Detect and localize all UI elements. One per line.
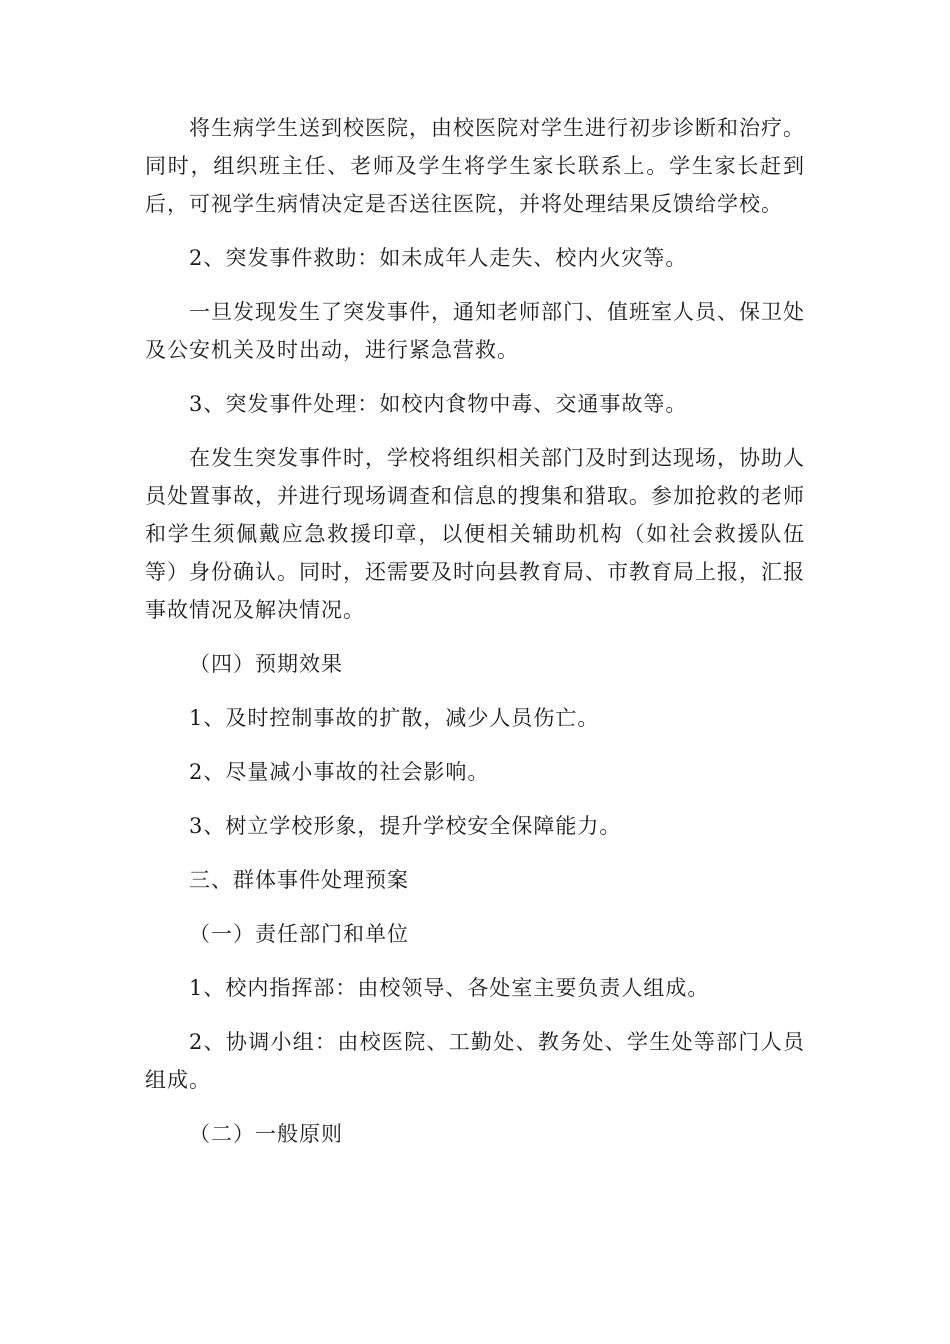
paragraph-emergency-rescue: 一旦发现发生了突发事件，通知老师部门、值班室人员、保卫处及公安机关及时出动，进行紧急营救。 <box>145 300 805 362</box>
paragraph-emergency-handling: 在发生突发事件时，学校将组织相关部门及时到达现场，协助人员处置事故，并进行现场调查和信息的搜集和猎取。参加抢救的老师和学生须佩戴应急救援印章，以便相关辅助机构（如社会救援队伍等）身份确认。同时，还需要及时向县教育局、市教育局上报，汇报事故情况及解决情况。 <box>145 446 805 622</box>
paragraph-effect-2: 2、尽量减小事故的社会影响。 <box>189 760 490 784</box>
paragraph-command-center: 1、校内指挥部：由校领导、各处室主要负责人组成。 <box>189 976 710 1000</box>
paragraph-effect-3: 3、树立学校形象，提升学校安全保障能力。 <box>189 814 622 838</box>
paragraph-coordination-group: 2、协调小组：由校医院、工勤处、教务处、学生处等部门人员组成。 <box>145 1030 805 1092</box>
document-body <box>145 109 805 1169</box>
paragraph-effect-1: 1、及时控制事故的扩散，减少人员伤亡。 <box>189 706 600 730</box>
section-general-principles: （二）一般原则 <box>189 1122 343 1146</box>
section-group-event-plan: 三、群体事件处理预案 <box>189 868 409 892</box>
section-responsible-departments: （一）责任部门和单位 <box>189 922 409 946</box>
paragraph-emergency-rescue-heading: 2、突发事件救助：如未成年人走失、校内火灾等。 <box>189 246 688 270</box>
section-expected-effect: （四）预期效果 <box>189 652 343 676</box>
paragraph-emergency-handling-heading: 3、突发事件处理：如校内食物中毒、交通事故等。 <box>189 392 688 416</box>
paragraph-sick-student: 将生病学生送到校医院，由校医院对学生进行初步诊断和治疗。同时，组织班主任、老师及学生将学生家长联系上。学生家长赶到后，可视学生病情决定是否送往医院，并将处理结果反馈给学校。 <box>145 116 805 216</box>
